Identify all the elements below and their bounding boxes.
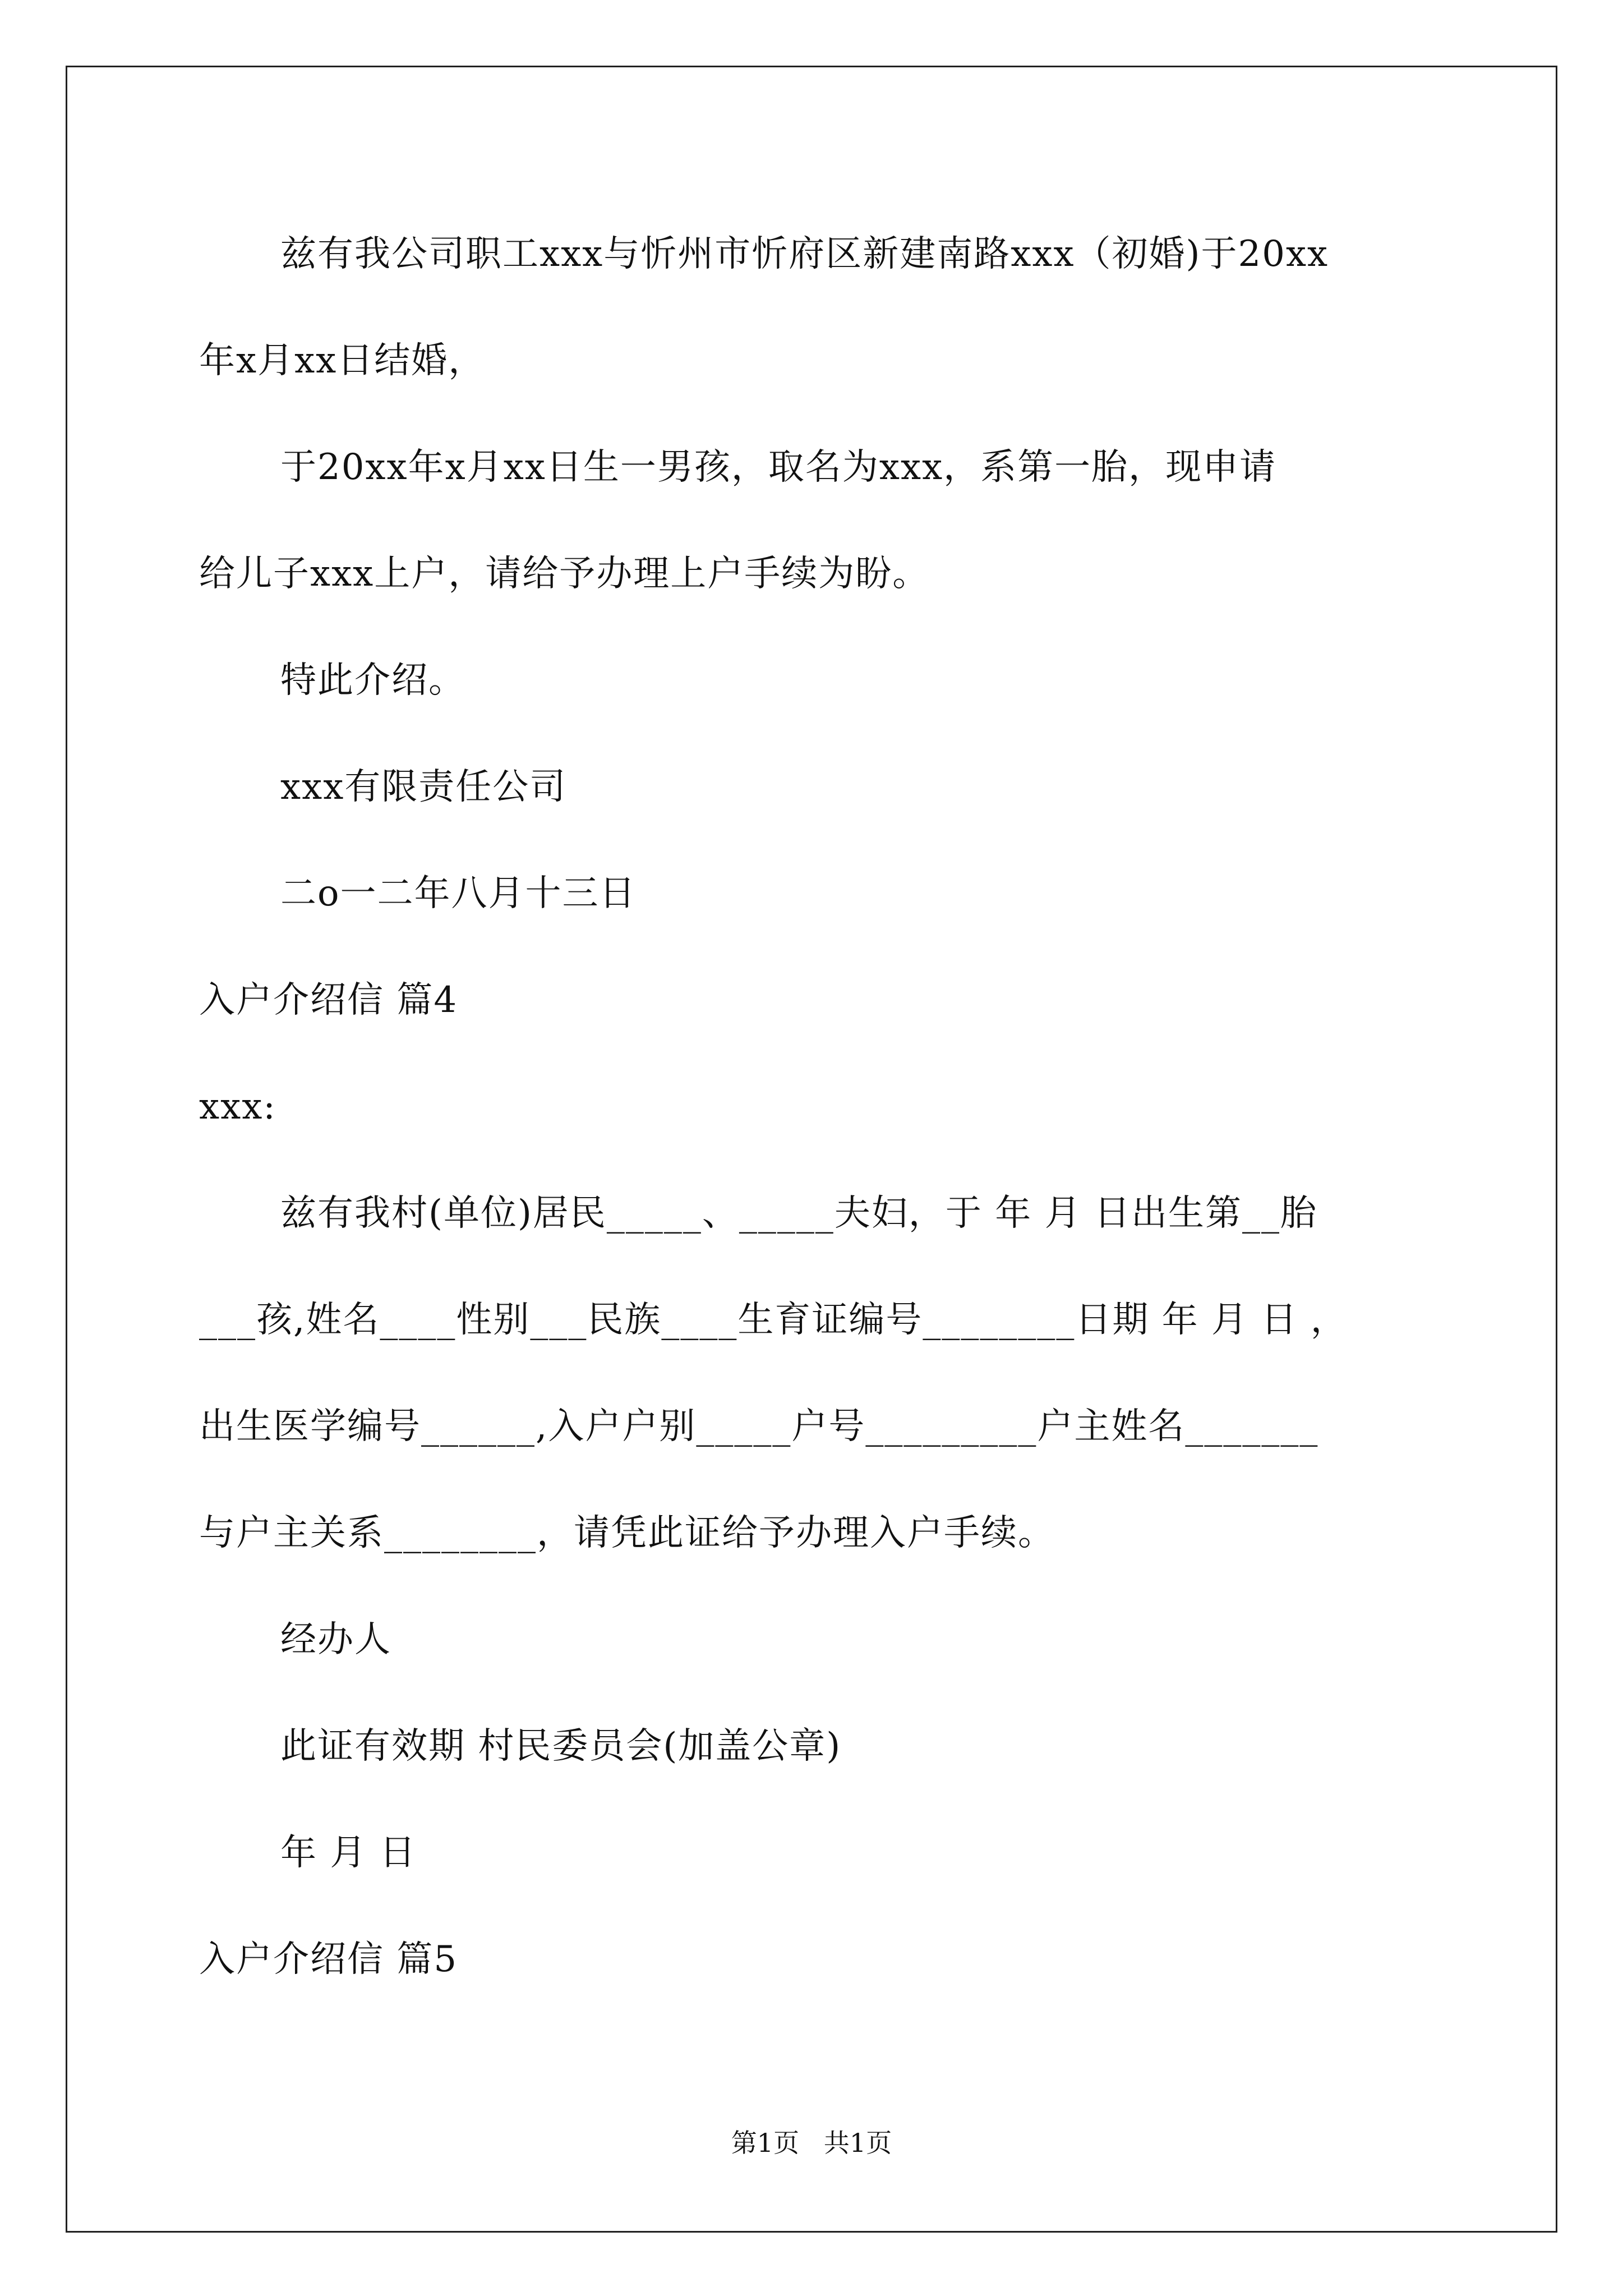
form-date-placeholder: 年 月 日 xyxy=(280,1832,417,1874)
paragraph-line-2: 年x月xx日结婚， xyxy=(199,340,486,381)
form-line-4: 与户主关系________，请凭此证给予办理入户手续。 xyxy=(199,1512,1055,1554)
form-line-3: 出生医学编号______,入户户别_____户号_________户主姓名_______ xyxy=(199,1406,1319,1447)
closing-phrase: 特此介绍。 xyxy=(280,660,465,701)
page-number-footer: 第1页 共1页 xyxy=(731,2128,892,2158)
handler-label: 经办人 xyxy=(280,1619,391,1660)
form-line-1: 兹有我村(单位)居民_____、_____夫妇，于 年 月 日出生第__胎 xyxy=(280,1193,1317,1234)
paragraph-line-4: 给儿子xxx上户，请给予办理上户手续为盼。 xyxy=(199,553,930,595)
page-border xyxy=(66,66,1557,2233)
validity-and-seal: 此证有效期 村民委员会(加盖公章) xyxy=(280,1726,842,1767)
paragraph-line-1: 兹有我公司职工xxx与忻州市忻府区新建南路xxx（初婚)于20xx xyxy=(280,233,1329,275)
recipient-salutation: xxx: xyxy=(199,1086,276,1128)
company-signature: xxx有限责任公司 xyxy=(280,766,567,808)
letter-date: 二o一二年八月十三日 xyxy=(280,873,637,914)
section-heading-4: 入户介绍信 篇4 xyxy=(199,979,458,1021)
section-heading-5: 入户介绍信 篇5 xyxy=(199,1939,458,1980)
paragraph-line-3: 于20xx年x月xx日生一男孩，取名为xxx，系第一胎，现申请 xyxy=(280,447,1277,488)
form-line-2: ___孩,姓名____性别___民族____生育证编号________日期 年 月 日 ， xyxy=(199,1299,1348,1341)
